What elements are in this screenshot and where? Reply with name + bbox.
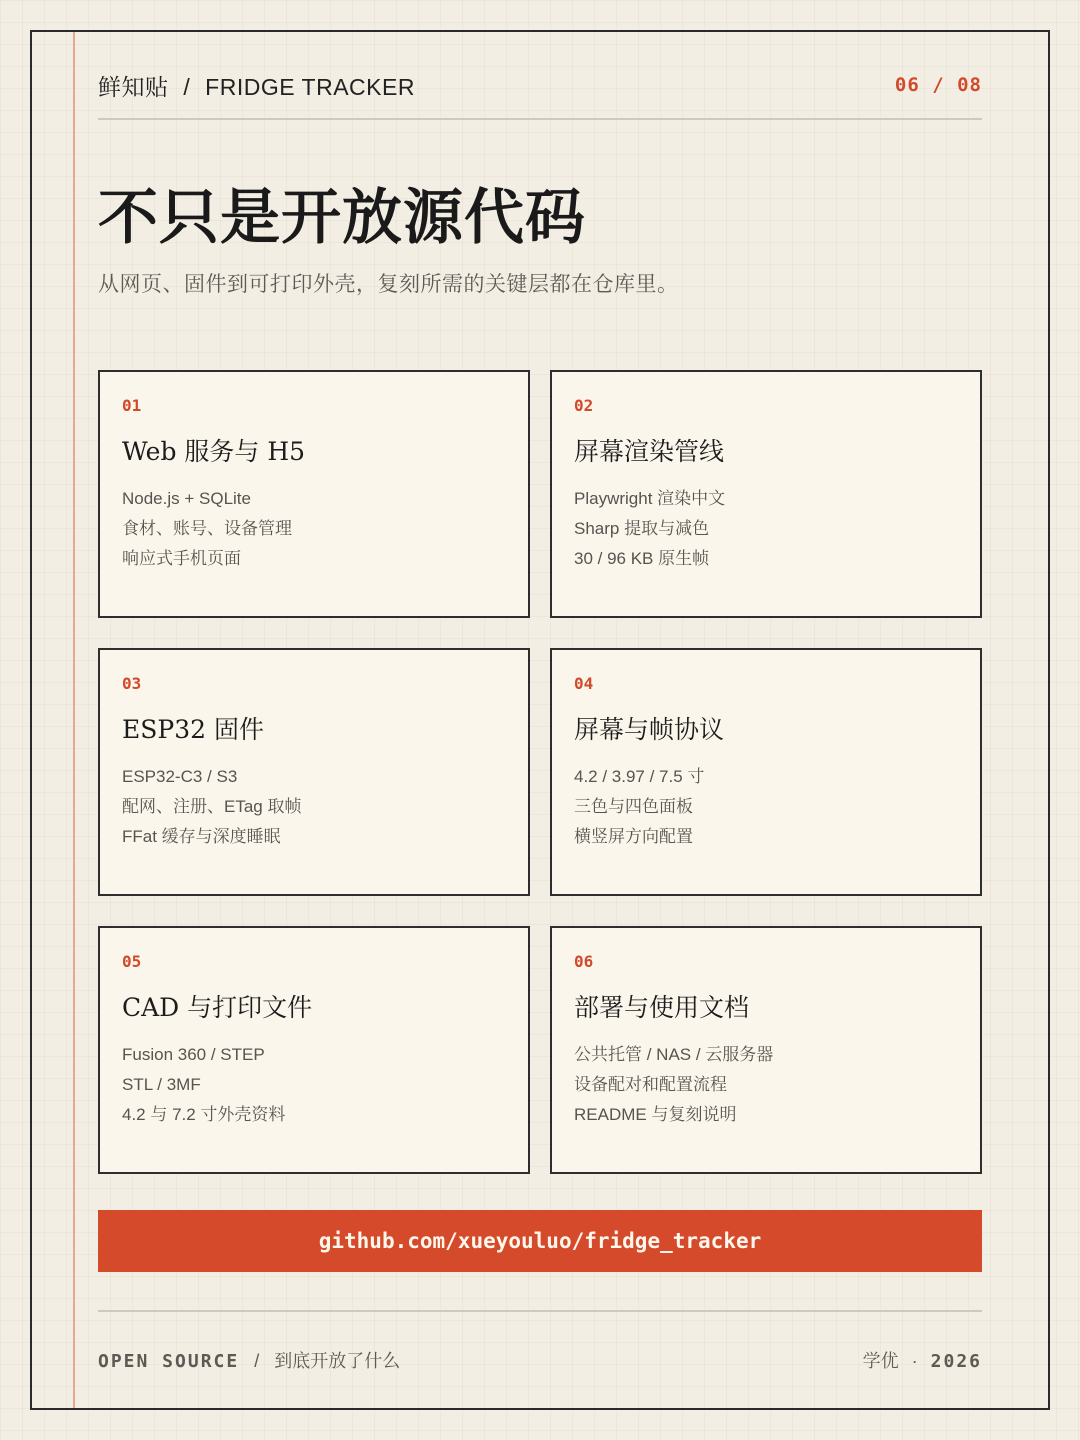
card-number: 02 bbox=[574, 396, 594, 415]
footer-dot: · bbox=[911, 1351, 918, 1371]
card-title: 屏幕渲染管线 bbox=[574, 437, 725, 466]
header bbox=[98, 68, 982, 102]
brand-en: FRIDGE TRACKER bbox=[205, 73, 415, 100]
card-title: Web 服务与 H5 bbox=[122, 437, 306, 466]
card-list bbox=[122, 1040, 506, 1130]
page-number: 06 / 08 bbox=[894, 74, 982, 96]
footer-left bbox=[98, 1347, 400, 1373]
feature-card bbox=[98, 648, 530, 896]
card-line: 4.2 / 3.97 / 7.5 寸 bbox=[574, 767, 705, 786]
card-line: 配网、注册、ETag 取帧 bbox=[122, 797, 302, 816]
card-line: 30 / 96 KB 原生帧 bbox=[574, 549, 710, 568]
margin-line bbox=[73, 32, 75, 1408]
card-line: README 与复刻说明 bbox=[574, 1105, 737, 1124]
card-line: 横竖屏方向配置 bbox=[574, 827, 693, 846]
footer-separator: / bbox=[254, 1351, 260, 1371]
card-line: 响应式手机页面 bbox=[122, 549, 241, 568]
card-number: 05 bbox=[122, 952, 142, 971]
brand bbox=[98, 69, 415, 102]
card-line: Sharp 提取与减色 bbox=[574, 519, 710, 538]
page-subtitle: 从网页、固件到可打印外壳，复刻所需的关键层都在仓库里。 bbox=[98, 273, 679, 296]
card-line: Fusion 360 / STEP bbox=[122, 1045, 265, 1064]
card-line: 4.2 与 7.2 寸外壳资料 bbox=[122, 1105, 286, 1124]
card-line: Node.js + SQLite bbox=[122, 489, 251, 508]
footer-year: 2026 bbox=[930, 1351, 982, 1372]
card-line: 食材、账号、设备管理 bbox=[122, 519, 292, 538]
card-title: 部署与使用文档 bbox=[574, 993, 750, 1022]
card-list bbox=[574, 484, 958, 574]
footer-label-en: OPEN SOURCE bbox=[98, 1351, 240, 1372]
card-list bbox=[122, 762, 506, 852]
card-list bbox=[122, 484, 506, 574]
page-title: 不只是开放源代码 bbox=[98, 183, 586, 253]
feature-card bbox=[550, 370, 982, 618]
footer-author: 学优 bbox=[862, 1351, 899, 1371]
card-title: 屏幕与帧协议 bbox=[574, 715, 725, 744]
card-list bbox=[574, 1040, 958, 1130]
footer-label-cn: 到底开放了什么 bbox=[274, 1351, 401, 1371]
card-line: 设备配对和配置流程 bbox=[574, 1075, 727, 1094]
footer-right bbox=[863, 1347, 982, 1373]
card-line: 三色与四色面板 bbox=[574, 797, 693, 816]
header-divider bbox=[98, 118, 982, 120]
card-title: CAD 与打印文件 bbox=[122, 993, 313, 1022]
feature-card bbox=[550, 926, 982, 1174]
brand-cn: 鲜知贴 bbox=[98, 73, 169, 100]
card-line: STL / 3MF bbox=[122, 1075, 201, 1094]
feature-card bbox=[98, 926, 530, 1174]
feature-card bbox=[550, 648, 982, 896]
feature-card bbox=[98, 370, 530, 618]
card-number: 04 bbox=[574, 674, 594, 693]
card-line: 公共托管 / NAS / 云服务器 bbox=[574, 1045, 774, 1064]
card-title: ESP32 固件 bbox=[122, 715, 264, 744]
card-number: 06 bbox=[574, 952, 594, 971]
card-number: 01 bbox=[122, 396, 142, 415]
card-list bbox=[574, 762, 958, 852]
repo-link-button[interactable]: github.com/xueyouluo/fridge_tracker bbox=[98, 1210, 982, 1272]
footer bbox=[98, 1346, 982, 1374]
card-number: 03 bbox=[122, 674, 142, 693]
footer-divider bbox=[98, 1310, 982, 1312]
feature-grid bbox=[98, 370, 982, 1174]
card-line: ESP32-C3 / S3 bbox=[122, 767, 238, 786]
card-line: Playwright 渲染中文 bbox=[574, 489, 726, 508]
brand-separator: / bbox=[183, 73, 191, 100]
card-line: FFat 缓存与深度睡眠 bbox=[122, 827, 281, 846]
